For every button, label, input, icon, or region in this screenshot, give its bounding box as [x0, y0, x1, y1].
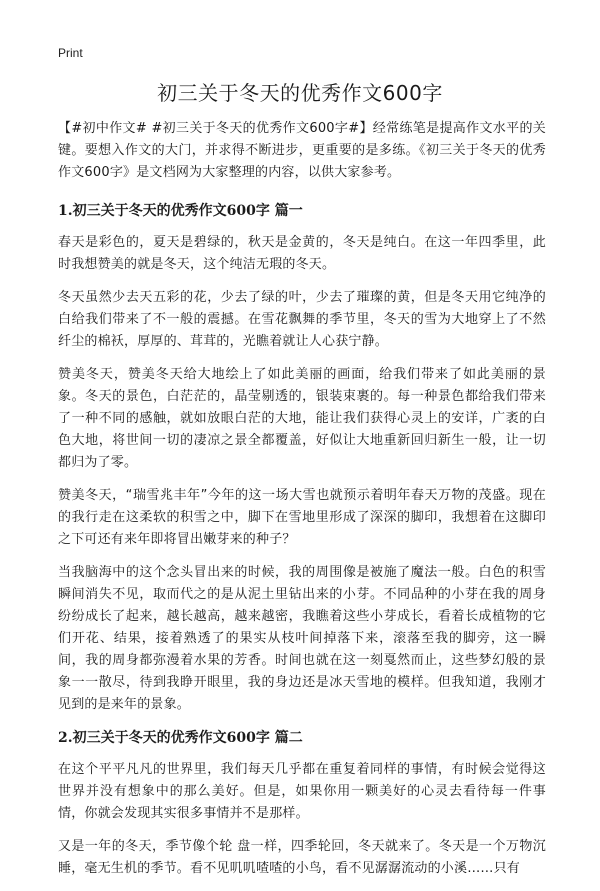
section-1-paragraph-5: 当我脑海中的这个念头冒出来的时候，我的周围像是被施了魔法一般。白色的积雪瞬间消失不见，取而代之的是从泥土里钻出来的小芽。不同品种的小芽在我的周身纷纷成长了起来，越长越高，越来越密，我瞧着这些小芽成长，看着长成植物的它们开花、结果，接着熟透了的果实从枝叶间掉落下来，滚落至我的脚旁，这一瞬间，我的周身都弥漫着水果的芳香。时间也就在这一刻戛然而止，这些梦幻般的景象一一散尽，待到我睁开眼里，我的身边还是冰天雪地的模样。但我知道，我刚才见到的是来年的景象。	[58, 565, 546, 712]
intro-paragraph: 【#初中作文# #初三关于冬天的优秀作文600字#】经常练笔是提高作文水平的关键。要想入作文的大门，并求得不断进步，更重要的是多练。《初三关于冬天的优秀作文600字》是文档网为大家整理的内容，以供大家参考。	[58, 121, 546, 180]
section-heading-2: 2.初三关于冬天的优秀作文600字 篇二	[58, 730, 303, 746]
section-1-paragraph-1: 春天是彩色的，夏天是碧绿的，秋天是金黄的，冬天是纯白。在这一年四季里，此时我想赞美的就是冬天，这个纯洁无瑕的冬天。	[58, 235, 546, 272]
section-heading-1: 1.初三关于冬天的优秀作文600字 篇一	[58, 203, 303, 219]
section-2-paragraph-2: 又是一年的冬天，季节像个轮 盘一样，四季轮回，冬天就来了。冬天是一个万物沉睡，毫无生机的季节。看不见叽叽喳喳的小鸟，看不见潺潺流动的小溪……只有	[58, 839, 546, 876]
article-body	[58, 118, 546, 891]
section-1-paragraph-4: 赞美冬天，“瑞雪兆丰年”今年的这一场大雪也就预示着明年春天万物的茂盛。现在的我行走在这柔软的积雪之中，脚下在雪地里形成了深深的脚印，我想着在这脚印之下可还有来年即将冒出嫩芽来的种子？	[58, 488, 546, 547]
section-1-paragraph-2: 冬天虽然少去天五彩的花，少去了绿的叶，少去了璀璨的黄，但是冬天用它纯净的白给我们带来了不一般的震撼。在雪花飘舞的季节里，冬天的雪为大地穿上了不然纤尘的棉袄，厚厚的、茸茸的，光瞧着就让人心获宁静。	[58, 290, 546, 349]
document-title: 初三关于冬天的优秀作文600字	[157, 81, 443, 105]
print-link[interactable]: Print	[58, 46, 83, 60]
section-2-paragraph-1: 在这个平平凡凡的世界里，我们每天几乎都在重复着同样的事情，有时候会觉得这世界并没有想象中的那么美好。但是，如果你用一颗美好的心灵去看待每一件事情，你就会发现其实很多事情并不是那样。	[58, 762, 546, 821]
section-1-paragraph-3: 赞美冬天，赞美冬天给大地绘上了如此美丽的画面，给我们带来了如此美丽的景象。冬天的景色，白茫茫的，晶莹剔透的，银装束裹的。每一种景色都给我们带来了一种不同的感触，就如放眼白茫的大地，能让我们获得心灵上的安详，广袤的白色大地，将世间一切的凄凉之景全都覆盖，好似让大地重新回归新生一般，让一切都归为了零。	[58, 367, 546, 470]
